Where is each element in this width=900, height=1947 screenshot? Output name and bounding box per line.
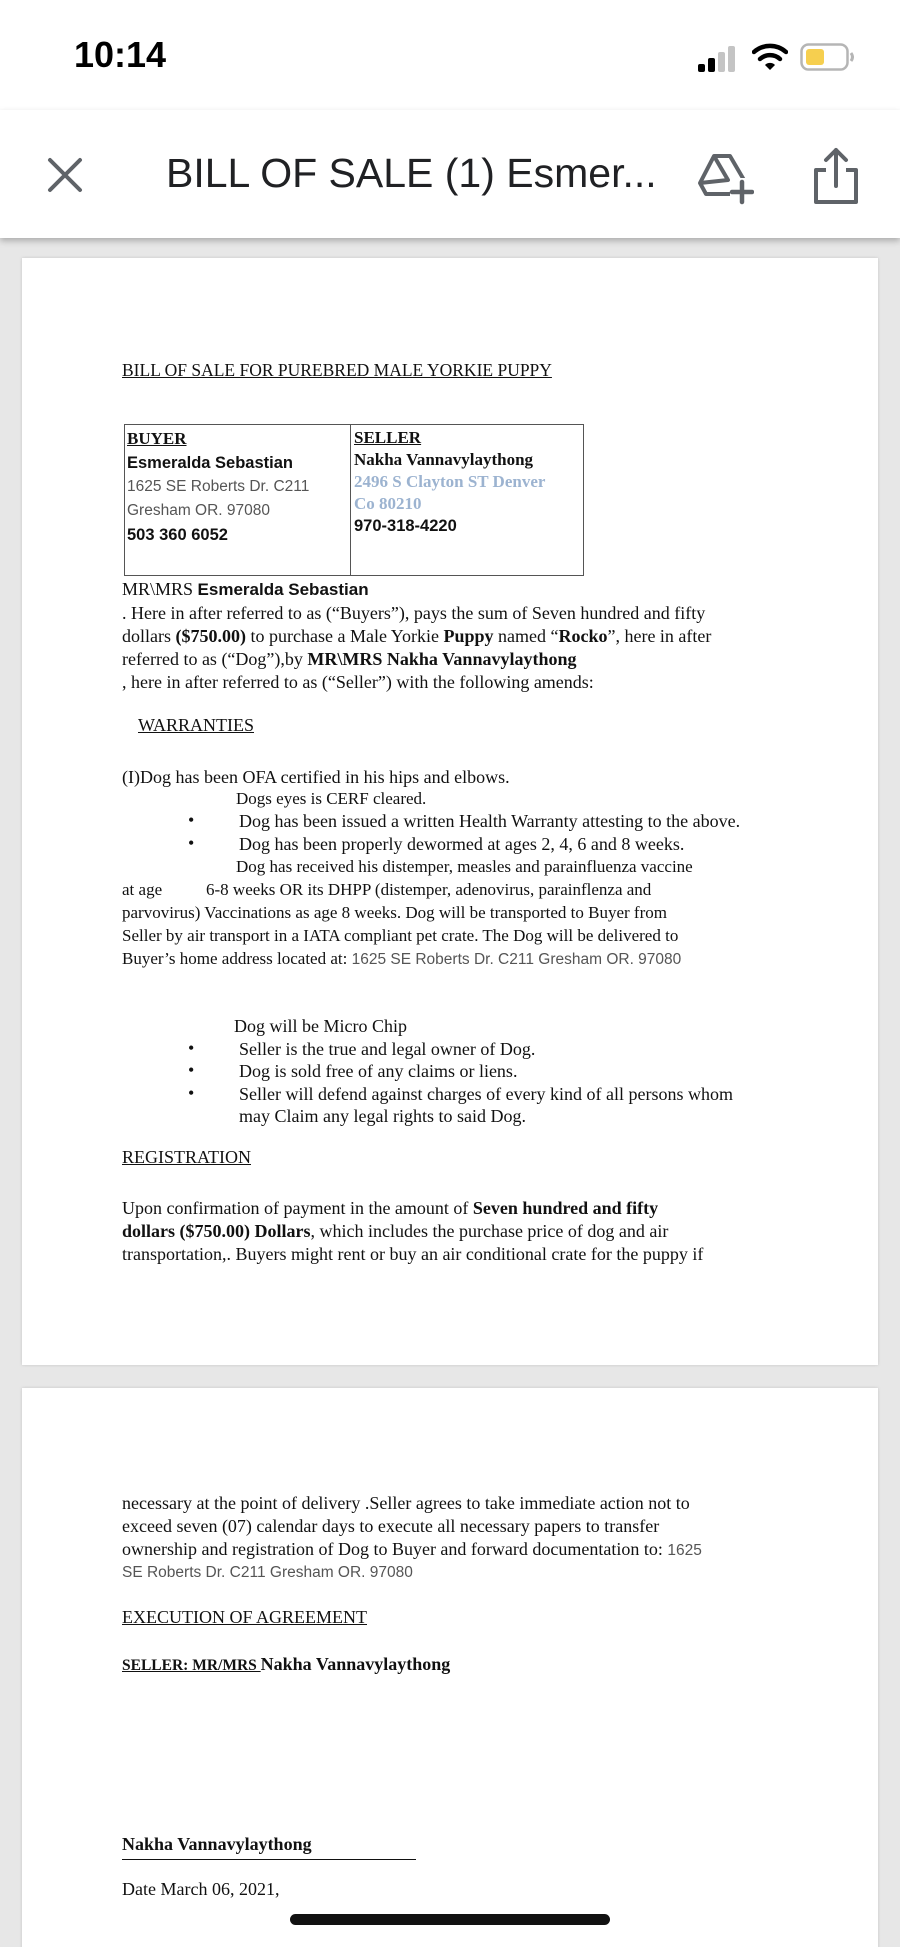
buyer-name: Esmeralda Sebastian (127, 454, 293, 472)
puppy-name: Rocko (558, 626, 608, 646)
intro-buyer-name: Esmeralda Sebastian (197, 580, 369, 599)
intro-text: named “ (493, 626, 559, 646)
warranties-heading: WARRANTIES (138, 715, 254, 735)
document-page-1 (22, 258, 878, 1365)
cellular-signal-icon (698, 46, 736, 72)
signature-name: Nakha Vannavylaythong (122, 1834, 312, 1854)
warranty-line: Seller by air transport in a IATA compliant pet crate. The Dog will be delivered to (122, 926, 679, 945)
intro-line-1 (122, 578, 369, 601)
close-icon (47, 157, 83, 193)
buyer-address-line2: Gresham OR. 97080 (127, 502, 271, 519)
document-heading: BILL OF SALE FOR PUREBRED MALE YORKIE PUPPY (122, 360, 552, 380)
table-divider (350, 425, 351, 575)
status-bar (0, 0, 900, 110)
intro-line-3 (122, 625, 711, 648)
warranty-line: Dogs eyes is CERF cleared. (236, 789, 427, 808)
buyer-label: BUYER (127, 429, 187, 448)
warranty-bullet: may Claim any legal rights to said Dog. (239, 1106, 526, 1126)
share-icon (806, 144, 866, 208)
battery-icon (800, 42, 854, 72)
execution-seller-line (122, 1653, 450, 1677)
add-to-drive-icon (694, 146, 754, 206)
documentation-address: 1625 (667, 1542, 702, 1559)
registration-amount: Seven hundred and fifty (472, 1198, 659, 1218)
intro-line-5: , here in after referred to as (“Seller”) with the following amends: (122, 672, 594, 692)
warranty-bullet: Seller will defend against charges of every kind of all persons whom (239, 1084, 734, 1104)
document-page-2 (22, 1388, 878, 1947)
signature-line (122, 1859, 416, 1860)
intro-text: to purchase a Male Yorkie (246, 626, 444, 646)
intro-prefix: MR\MRS (122, 579, 198, 599)
warranty-line: (I)Dog has been OFA certified in his hips and elbows. (122, 767, 510, 787)
bullet-icon: • (188, 1083, 195, 1103)
bullet-icon: • (188, 1060, 195, 1080)
intro-line-4 (122, 648, 576, 671)
price-amount: ($750.00) (175, 626, 246, 646)
seller-phone: 970-318-4220 (354, 517, 457, 535)
document-title: BILL OF SALE (1) Esmer... (166, 150, 657, 196)
execution-heading: EXECUTION OF AGREEMENT (122, 1607, 367, 1627)
seller-name: Nakha Vannavylaythong (354, 450, 534, 469)
warranty-text: Buyer’s home address located at: (122, 949, 352, 968)
buyer-phone: 503 360 6052 (127, 526, 228, 544)
document-toolbar (0, 110, 900, 238)
share-button[interactable] (806, 144, 866, 208)
warranty-bullet: Seller is the true and legal owner of Dog. (239, 1039, 536, 1059)
execution-seller-name: Nakha Vannavylaythong (260, 1654, 451, 1674)
puppy-word: Puppy (443, 626, 494, 646)
warranty-bullet: Dog has been issued a written Health Warranty attesting to the above. (239, 811, 741, 831)
signature-date: Date March 06, 2021, (122, 1879, 280, 1899)
intro-text: referred to as (“Dog”),by (122, 649, 308, 669)
registration-line: necessary at the point of delivery .Seller agrees to take immediate action not to (122, 1493, 690, 1513)
registration-text: ownership and registration of Dog to Buyer and forward documentation to: (122, 1539, 668, 1559)
registration-text: Upon confirmation of payment in the amount of (122, 1198, 473, 1218)
seller-address-line2: Co 80210 (354, 494, 422, 513)
warranty-line: parvovirus) Vaccinations as age 8 weeks. Dog will be transported to Buyer from (122, 903, 667, 922)
registration-line (122, 1220, 668, 1243)
registration-heading: REGISTRATION (122, 1147, 251, 1167)
intro-text: dollars (122, 626, 176, 646)
registration-line: exceed seven (07) calendar days to execute all necessary papers to transfer (122, 1516, 660, 1536)
parties-table (124, 424, 584, 576)
registration-amount: dollars ($750.00) Dollars (122, 1221, 311, 1241)
buyer-cell (127, 427, 309, 547)
registration-text: , which includes the purchase price of dog and air (310, 1221, 669, 1241)
warranty-bullet: Dog is sold free of any claims or liens. (239, 1061, 518, 1081)
warranty-bullet: Dog has been properly dewormed at ages 2, 4, 6 and 8 weeks. (239, 834, 685, 854)
registration-line (122, 1197, 658, 1220)
bullet-icon: • (188, 833, 195, 853)
buyer-address-line1: 1625 SE Roberts Dr. C211 (127, 478, 310, 495)
execution-seller-label: SELLER: MR/MRS (122, 1657, 261, 1674)
warranty-line: Dog will be Micro Chip (234, 1016, 407, 1036)
wifi-icon (752, 42, 788, 72)
status-time: 10:14 (74, 34, 167, 75)
warranty-line: Dog has received his distemper, measles and parainfluenza vaccine (236, 857, 693, 876)
warranty-line (122, 947, 681, 971)
bullet-icon: • (188, 1038, 195, 1058)
seller-cell (354, 427, 545, 537)
delivery-address: 1625 SE Roberts Dr. C211 Gresham OR. 97080 (351, 951, 682, 968)
add-to-drive-button[interactable] (694, 146, 754, 206)
documentation-address: SE Roberts Dr. C211 Gresham OR. 97080 (122, 1564, 413, 1581)
home-indicator[interactable] (290, 1914, 610, 1925)
registration-line: transportation,. Buyers might rent or buy an air conditional crate for the puppy if (122, 1244, 704, 1264)
close-button[interactable] (40, 150, 90, 200)
bullet-icon: • (188, 810, 195, 830)
seller-label: SELLER (354, 428, 422, 447)
intro-text: ”, here in after (607, 626, 712, 646)
intro-seller: MR\MRS Nakha Vannavylaythong (307, 649, 577, 669)
warranty-line: at age (122, 880, 163, 899)
intro-line-2: . Here in after referred to as (“Buyers”), pays the sum of Seven hundred and fifty (122, 603, 706, 623)
seller-address-line1: 2496 S Clayton ST Denver (354, 472, 546, 491)
registration-line (122, 1538, 702, 1562)
warranty-line: 6-8 weeks OR its DHPP (distemper, adenovirus, parainflenza and (206, 880, 652, 899)
